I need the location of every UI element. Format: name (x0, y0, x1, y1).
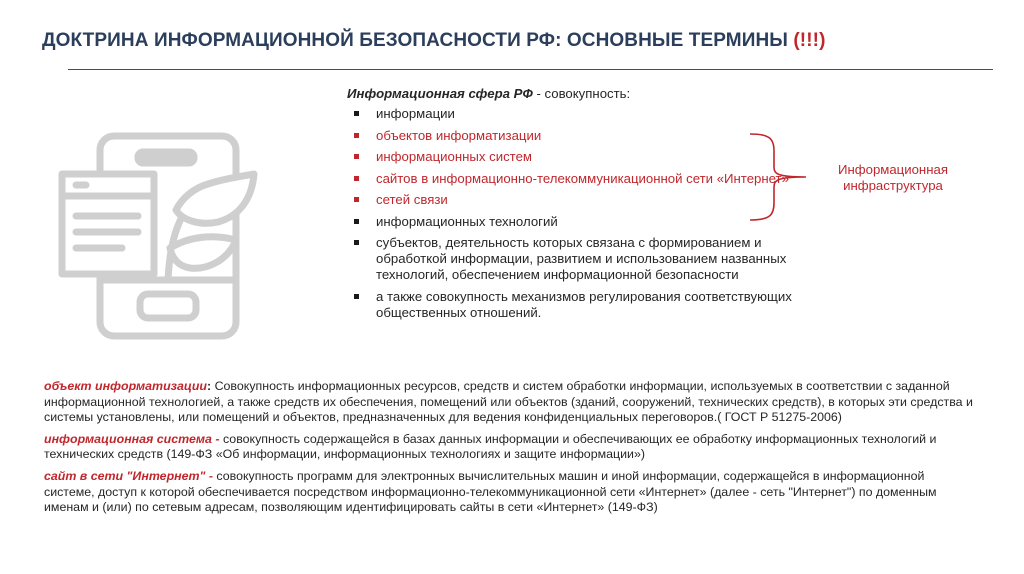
infrastructure-label: Информационная инфраструктура (838, 162, 948, 193)
definition-text: совокупность программ для электронных вычислительных машин и иной информации, содержащейся в информационной системе, доступ к которой обеспечивается посредством информационно-телекоммуникационной сети «Интернет» (далее - сеть "Интернет") по доменным именам и (или) по сетевым адресам, позволяющим идентифицировать сайты в сети «Интернет» (149-ФЗ) (44, 468, 937, 515)
title-accent: (!!!) (793, 30, 826, 51)
definition-separator: - (205, 468, 213, 483)
sphere-term: Информационная сфера РФ (347, 86, 533, 101)
page-title (42, 30, 826, 52)
list-item: объектов информатизации (347, 128, 827, 144)
list-item: сетей связи (347, 192, 827, 208)
definition-text: Совокупность информационных ресурсов, средств и систем обработки информации, используемых в соответствии с заданной информационной технологией, а также средств их обеспечения, помещений или объектов (зданий, сооружений, технических средств), в которых эти средства и системы установлены, или помещений и объектов, предназначенных для ведения конфиденциальных переговоров.( ГОСТ Р 51275-2006) (44, 379, 973, 425)
list-item: сайтов в информационно-телекоммуникационной сети «Интернет» (347, 171, 827, 187)
definition-separator: : (207, 379, 212, 393)
list-item: субъектов, деятельность которых связана с формированием и обработкой информации, развитием и использованием названных технологий, обеспечением информационной безопасности (347, 235, 827, 283)
definition-term: информационная система (44, 431, 212, 446)
definition-term: сайт в сети "Интернет" (44, 468, 206, 483)
list-item: информационных систем (347, 149, 827, 165)
definition-term: объект информатизации (44, 379, 207, 393)
title-divider (68, 69, 993, 70)
definitions (44, 379, 974, 522)
sphere-tail: - совокупность: (532, 86, 631, 101)
list-item: информационных технологий (347, 214, 827, 230)
list-item: а также совокупность механизмов регулирования соответствующих общественных отношений. (347, 289, 827, 321)
sphere-lead (347, 86, 827, 102)
definition-separator: - (211, 431, 220, 446)
title-main: ДОКТРИНА ИНФОРМАЦИОННОЙ БЕЗОПАСНОСТИ РФ: ОСНОВНЫЕ ТЕРМИНЫ (42, 30, 788, 51)
definition-item (44, 469, 974, 516)
definition-item (44, 379, 974, 426)
definition-item (44, 432, 974, 463)
definition-text: совокупность содержащейся в базах данных информации и обеспечивающих ее обработку информационных технологий и технических средств (149-ФЗ «Об информации, информационных технологиях и защите информации») (44, 431, 937, 462)
list-item: информации (347, 106, 827, 122)
right-brace-icon (748, 131, 810, 223)
mobile-app-leaf-icon (58, 130, 258, 345)
